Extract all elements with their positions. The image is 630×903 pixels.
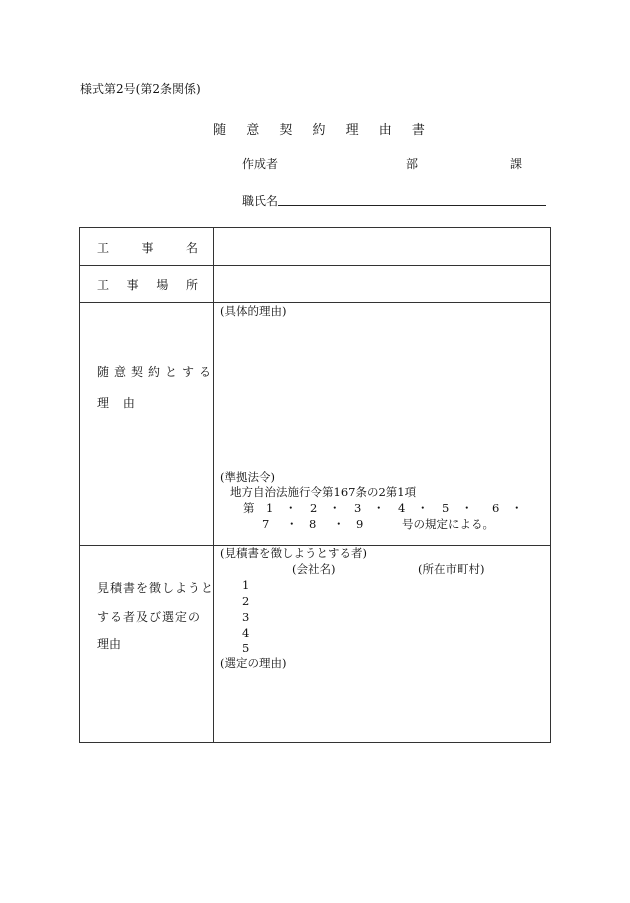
construction-name-label: [97, 239, 198, 256]
label-char: 工: [97, 278, 110, 292]
separator: ・: [461, 501, 473, 515]
column-divider: [213, 228, 214, 742]
law-reference: 地方自治法施行令第167条の2第1項: [230, 485, 417, 499]
label-char: 工: [97, 241, 110, 255]
construction-name-field[interactable]: [214, 228, 550, 265]
item-number[interactable]: 2: [310, 501, 318, 515]
item-number[interactable]: 1: [266, 501, 274, 515]
reason-label-line1: 随意契約とする: [97, 365, 217, 379]
item-number[interactable]: 5: [442, 501, 450, 515]
separator: ・: [373, 501, 385, 515]
item-number[interactable]: 9: [356, 517, 364, 531]
candidate-number-2[interactable]: 2: [242, 594, 250, 608]
label-char: 場: [156, 278, 169, 292]
estimate-heading: (見積書を徴しようとする者): [220, 546, 367, 560]
row-divider: [80, 302, 550, 303]
reason-label-line2: 理 由: [97, 396, 140, 410]
candidate-number-4[interactable]: 4: [242, 626, 250, 640]
department-label: 部: [406, 157, 419, 171]
dai-label: 第: [243, 501, 255, 515]
selection-reason-field[interactable]: [214, 672, 550, 742]
creator-label: 作成者: [242, 157, 279, 171]
estimate-label-line3: 理由: [97, 637, 122, 651]
candidate-number-1[interactable]: 1: [242, 578, 250, 592]
location-label: (所在市町村): [418, 562, 485, 576]
item-number[interactable]: 8: [309, 517, 317, 531]
separator: ・: [285, 501, 297, 515]
construction-site-field[interactable]: [214, 266, 550, 302]
candidate-number-5[interactable]: 5: [242, 641, 250, 655]
label-char: 事: [141, 241, 154, 255]
regulation-suffix: 号の規定による。: [402, 517, 494, 531]
selection-reason-heading: (選定の理由): [220, 656, 287, 670]
separator: ・: [417, 501, 429, 515]
separator: ・: [286, 517, 298, 531]
specific-reason-field[interactable]: [214, 320, 550, 470]
item-number[interactable]: 3: [354, 501, 362, 515]
label-char: 名: [185, 241, 198, 255]
construction-site-label: [97, 276, 198, 293]
estimate-label-line1: 見積書を徴しようと: [97, 581, 215, 595]
section-label: 課: [510, 157, 523, 171]
name-underline[interactable]: [278, 205, 546, 206]
item-number[interactable]: 4: [398, 501, 406, 515]
estimate-label-line2: する者及び選定の: [97, 610, 202, 624]
separator: ・: [333, 517, 345, 531]
separator: ・: [329, 501, 341, 515]
item-numbers-line2: [262, 517, 494, 533]
document-title: 随 意 契 約 理 由 書: [213, 123, 433, 138]
legal-basis-heading: (準拠法令): [220, 470, 275, 484]
item-number[interactable]: 7: [262, 517, 270, 531]
item-number[interactable]: 6: [492, 501, 500, 515]
company-name-label: (会社名): [292, 562, 336, 576]
specific-reason-heading: (具体的理由): [220, 304, 287, 318]
separator: ・: [511, 501, 523, 515]
form-number: 様式第2号(第2条関係): [80, 82, 201, 96]
name-label: 職氏名: [242, 194, 279, 208]
label-char: 所: [185, 278, 198, 292]
reason-form-table: [79, 227, 551, 743]
item-numbers-line1: [243, 501, 521, 517]
candidate-number-3[interactable]: 3: [242, 610, 250, 624]
label-char: 事: [126, 278, 139, 292]
